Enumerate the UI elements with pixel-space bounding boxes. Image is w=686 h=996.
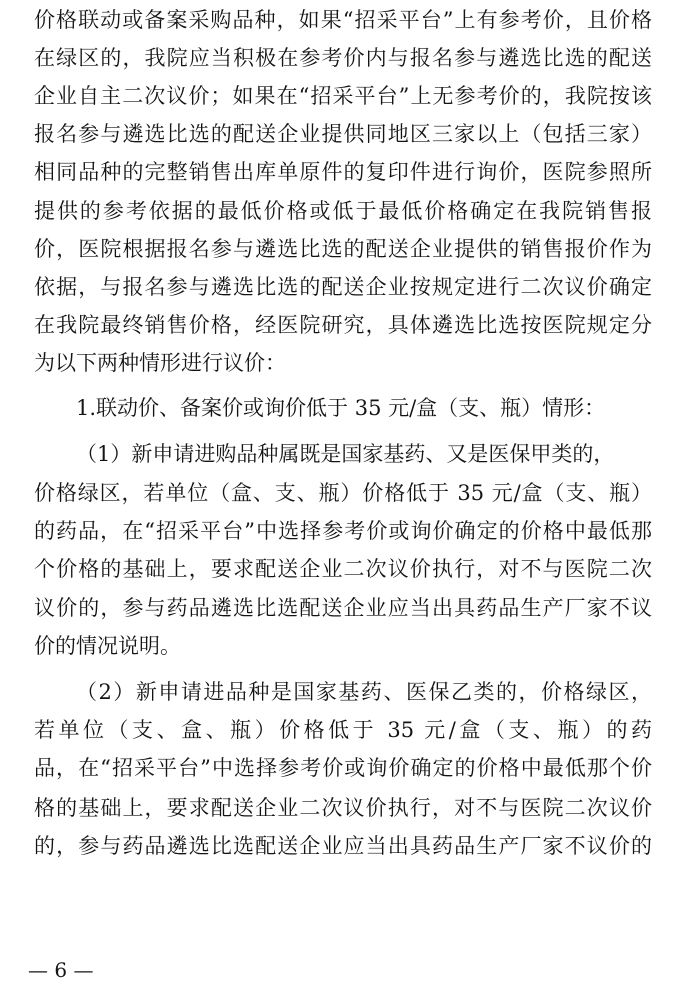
text-line: 相同品种的完整销售出库单原件的复印件进行询价，医院参照所	[34, 160, 652, 184]
text-line: 报名参与遴选比选的配送企业提供同地区三家以上（包括三家）	[34, 122, 652, 146]
text-line: 在绿区的，我院应当积极在参考价内与报名参与遴选比选的配送	[34, 46, 652, 70]
text-line: 若单位（支、盒、瓶）价格低于 35 元/盒（支、瓶）的药	[34, 718, 652, 742]
text-line: 依据，与报名参与遴选比选的配送企业按规定进行二次议价确定	[34, 275, 652, 299]
section-heading: 1.联动价、备案价或询价低于 35 元/盒（支、瓶）情形：	[76, 396, 606, 420]
page-number: — 6 —	[28, 958, 94, 982]
text-line: 的，参与药品遴选比选配送企业应当出具药品生产厂家不议价的	[34, 834, 652, 858]
text-line: 为以下两种情形进行议价：	[34, 351, 286, 375]
text-line: 提供的参考依据的最低价格或低于最低价格确定在我院销售报	[34, 199, 652, 223]
text-line: 个价格的基础上，要求配送企业二次议价执行，对不与医院二次	[34, 557, 652, 581]
text-line: 格的基础上，要求配送企业二次议价执行，对不与医院二次议价	[34, 796, 652, 820]
text-line: 议价的，参与药品遴选比选配送企业应当出具药品生产厂家不议	[34, 596, 652, 620]
text-line: 价格绿区，若单位（盒、支、瓶）价格低于 35 元/盒（支、瓶）	[34, 481, 652, 505]
text-line: 的药品，在“招采平台”中选择参考价或询价确定的价格中最低那	[34, 519, 652, 543]
text-line: 价，医院根据报名参与遴选比选的配送企业提供的销售报价作为	[34, 237, 652, 261]
text-line: （2）新申请进品种是国家基药、医保乙类的，价格绿区，	[76, 680, 652, 704]
text-line: 价的情况说明。	[34, 634, 181, 658]
text-line: （1）新申请进购品种属既是国家基药、又是医保甲类的，	[76, 442, 615, 466]
text-line: 品，在“招采平台”中选择参考价或询价确定的价格中最低那个价	[34, 756, 652, 780]
text-line: 价格联动或备案采购品种，如果“招采平台”上有参考价，且价格	[34, 8, 652, 32]
text-line: 在我院最终销售价格，经医院研究，具体遴选比选按医院规定分	[34, 313, 652, 337]
text-line: 企业自主二次议价；如果在“招采平台”上无参考价的，我院按该	[34, 84, 652, 108]
